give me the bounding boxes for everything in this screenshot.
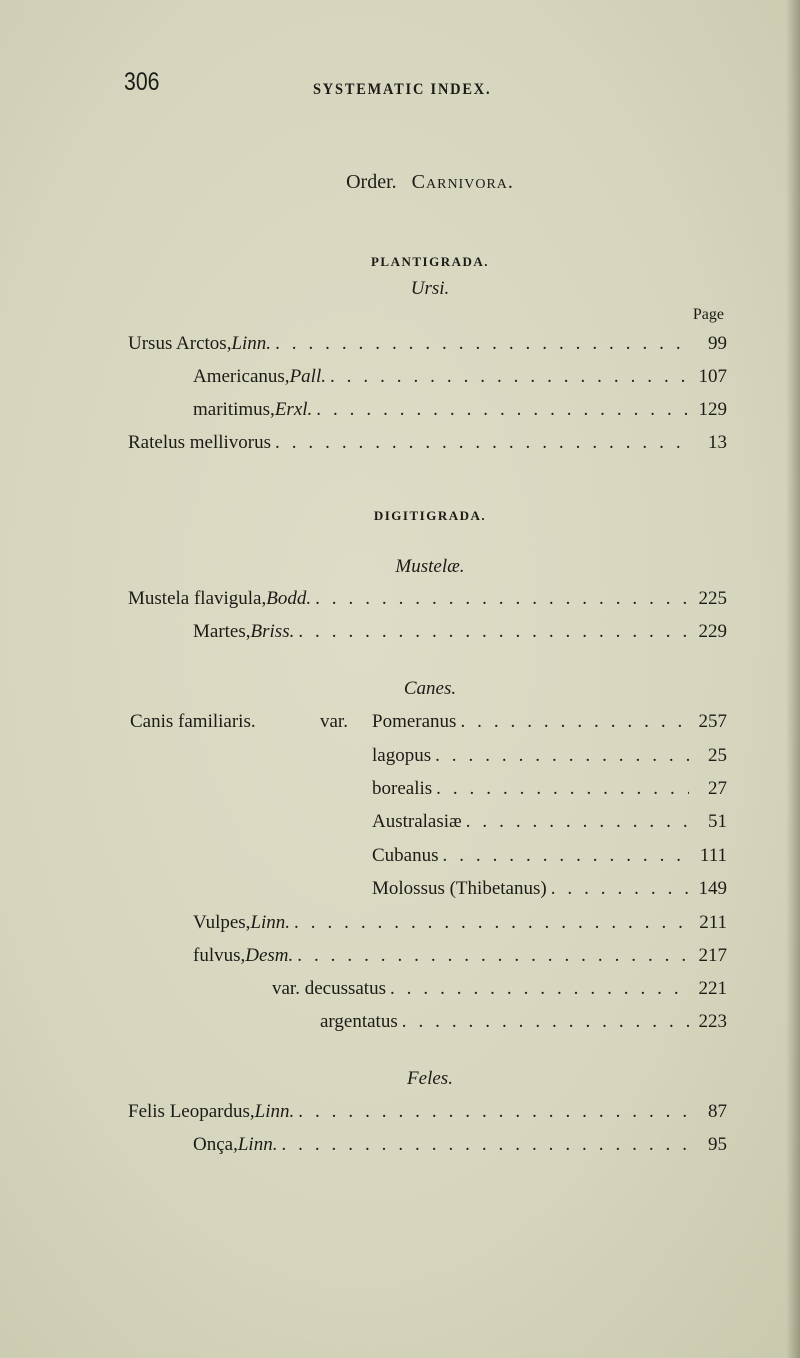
index-entry [372,845,727,871]
index-entry [272,978,727,1004]
entry-name: Mustela flavigula, [128,588,267,609]
dot-leader [402,1011,689,1033]
dot-leader [315,588,689,610]
entry-name: Molossus (Thibetanus) [372,878,547,899]
entry-name: Onça, [193,1134,238,1155]
index-entry [128,333,727,359]
dot-leader [275,432,689,454]
index-entry [193,912,727,938]
dot-leader [551,878,689,900]
order-name: Carnivora. [411,171,514,193]
entry-page: 257 [698,711,727,732]
entry-page: 27 [708,778,727,799]
entry-authority: Pall. [289,366,326,387]
dot-leader [466,811,689,833]
entry-authority: Desm. [245,945,294,966]
entry-name: Australasiæ [372,811,462,832]
family-heading-ursi: Ursi. [410,278,450,299]
entry-page: 95 [708,1134,727,1155]
dot-leader [390,978,689,1000]
dot-leader [275,333,689,355]
entry-page: 13 [708,432,727,453]
entry-authority: Linn. [250,912,291,933]
index-entry [193,399,727,425]
dot-leader [281,1134,689,1156]
entry-authority: Linn. [254,1101,295,1122]
division-heading-digitigrada: DIGITIGRADA. [373,508,487,523]
index-entry [372,811,727,837]
family-heading-feles: Feles. [407,1068,453,1089]
entry-name: lagopus [372,745,432,766]
dot-leader [460,711,689,733]
index-entry [372,878,727,904]
canis-prefix: Canis familiaris. [130,711,256,732]
index-entry [372,778,727,804]
entry-name: Americanus, [193,366,290,387]
entry-name: Pomeranus [372,711,457,732]
entry-page: 111 [699,845,727,866]
dot-leader [435,745,689,767]
entry-authority: Erxl. [274,399,313,420]
entry-name: maritimus, [193,399,275,420]
index-entry [193,945,727,971]
entry-authority: Briss. [250,621,295,642]
dot-leader [316,399,689,421]
entry-page: 51 [708,811,727,832]
entry-name: Vulpes, [193,912,251,933]
index-entry [128,432,727,458]
entry-name: Ursus Arctos, [128,333,232,354]
dot-leader [443,845,690,867]
order-heading [0,171,800,194]
dot-leader [436,778,689,800]
entry-page: 229 [698,621,727,642]
entry-page: 225 [698,588,727,609]
entry-page: 107 [698,366,727,387]
entry-name: argentatus [320,1011,398,1032]
canis-var-label: var. [320,711,348,732]
entry-page: 223 [698,1011,727,1032]
entry-page: 217 [698,945,727,966]
entry-name: Felis Leopardus, [128,1101,255,1122]
entry-authority: Linn. [237,1134,278,1155]
index-entry [372,711,727,737]
index-entry [193,621,727,647]
entry-page: 129 [698,399,727,420]
running-title: SYSTEMATIC INDEX. [313,81,492,98]
dot-leader [294,912,689,934]
entry-name: Ratelus mellivorus [128,432,272,453]
entry-page: 87 [708,1101,727,1122]
family-heading-canes: Canes. [403,678,457,699]
entry-authority: Linn. [231,333,272,354]
order-label: Order. [346,171,397,193]
entry-page: 211 [699,912,727,933]
index-entry [372,745,727,771]
family-heading-mustelae: Mustelæ. [395,556,465,577]
index-entry [128,1101,727,1127]
entry-name: var. decussatus [272,978,386,999]
entry-name: fulvus, [193,945,246,966]
dot-leader [330,366,689,388]
entry-name: Cubanus [372,845,439,866]
index-entry [193,366,727,392]
entry-page: 221 [698,978,727,999]
index-entry [128,588,727,614]
entry-authority: Bodd. [266,588,312,609]
entry-name: borealis [372,778,433,799]
index-entry [320,1011,727,1037]
entry-page: 99 [708,333,727,354]
index-entry [193,1134,727,1160]
division-heading-plantigrada: PLANTIGRADA. [370,254,490,269]
page-number: 306 [124,68,160,96]
dot-leader [298,621,689,643]
entry-name: Martes, [193,621,251,642]
entry-page: 149 [698,878,727,899]
entry-page: 25 [708,745,727,766]
dot-leader [297,945,689,967]
dot-leader [298,1101,689,1123]
page-column-label: Page [692,306,724,323]
